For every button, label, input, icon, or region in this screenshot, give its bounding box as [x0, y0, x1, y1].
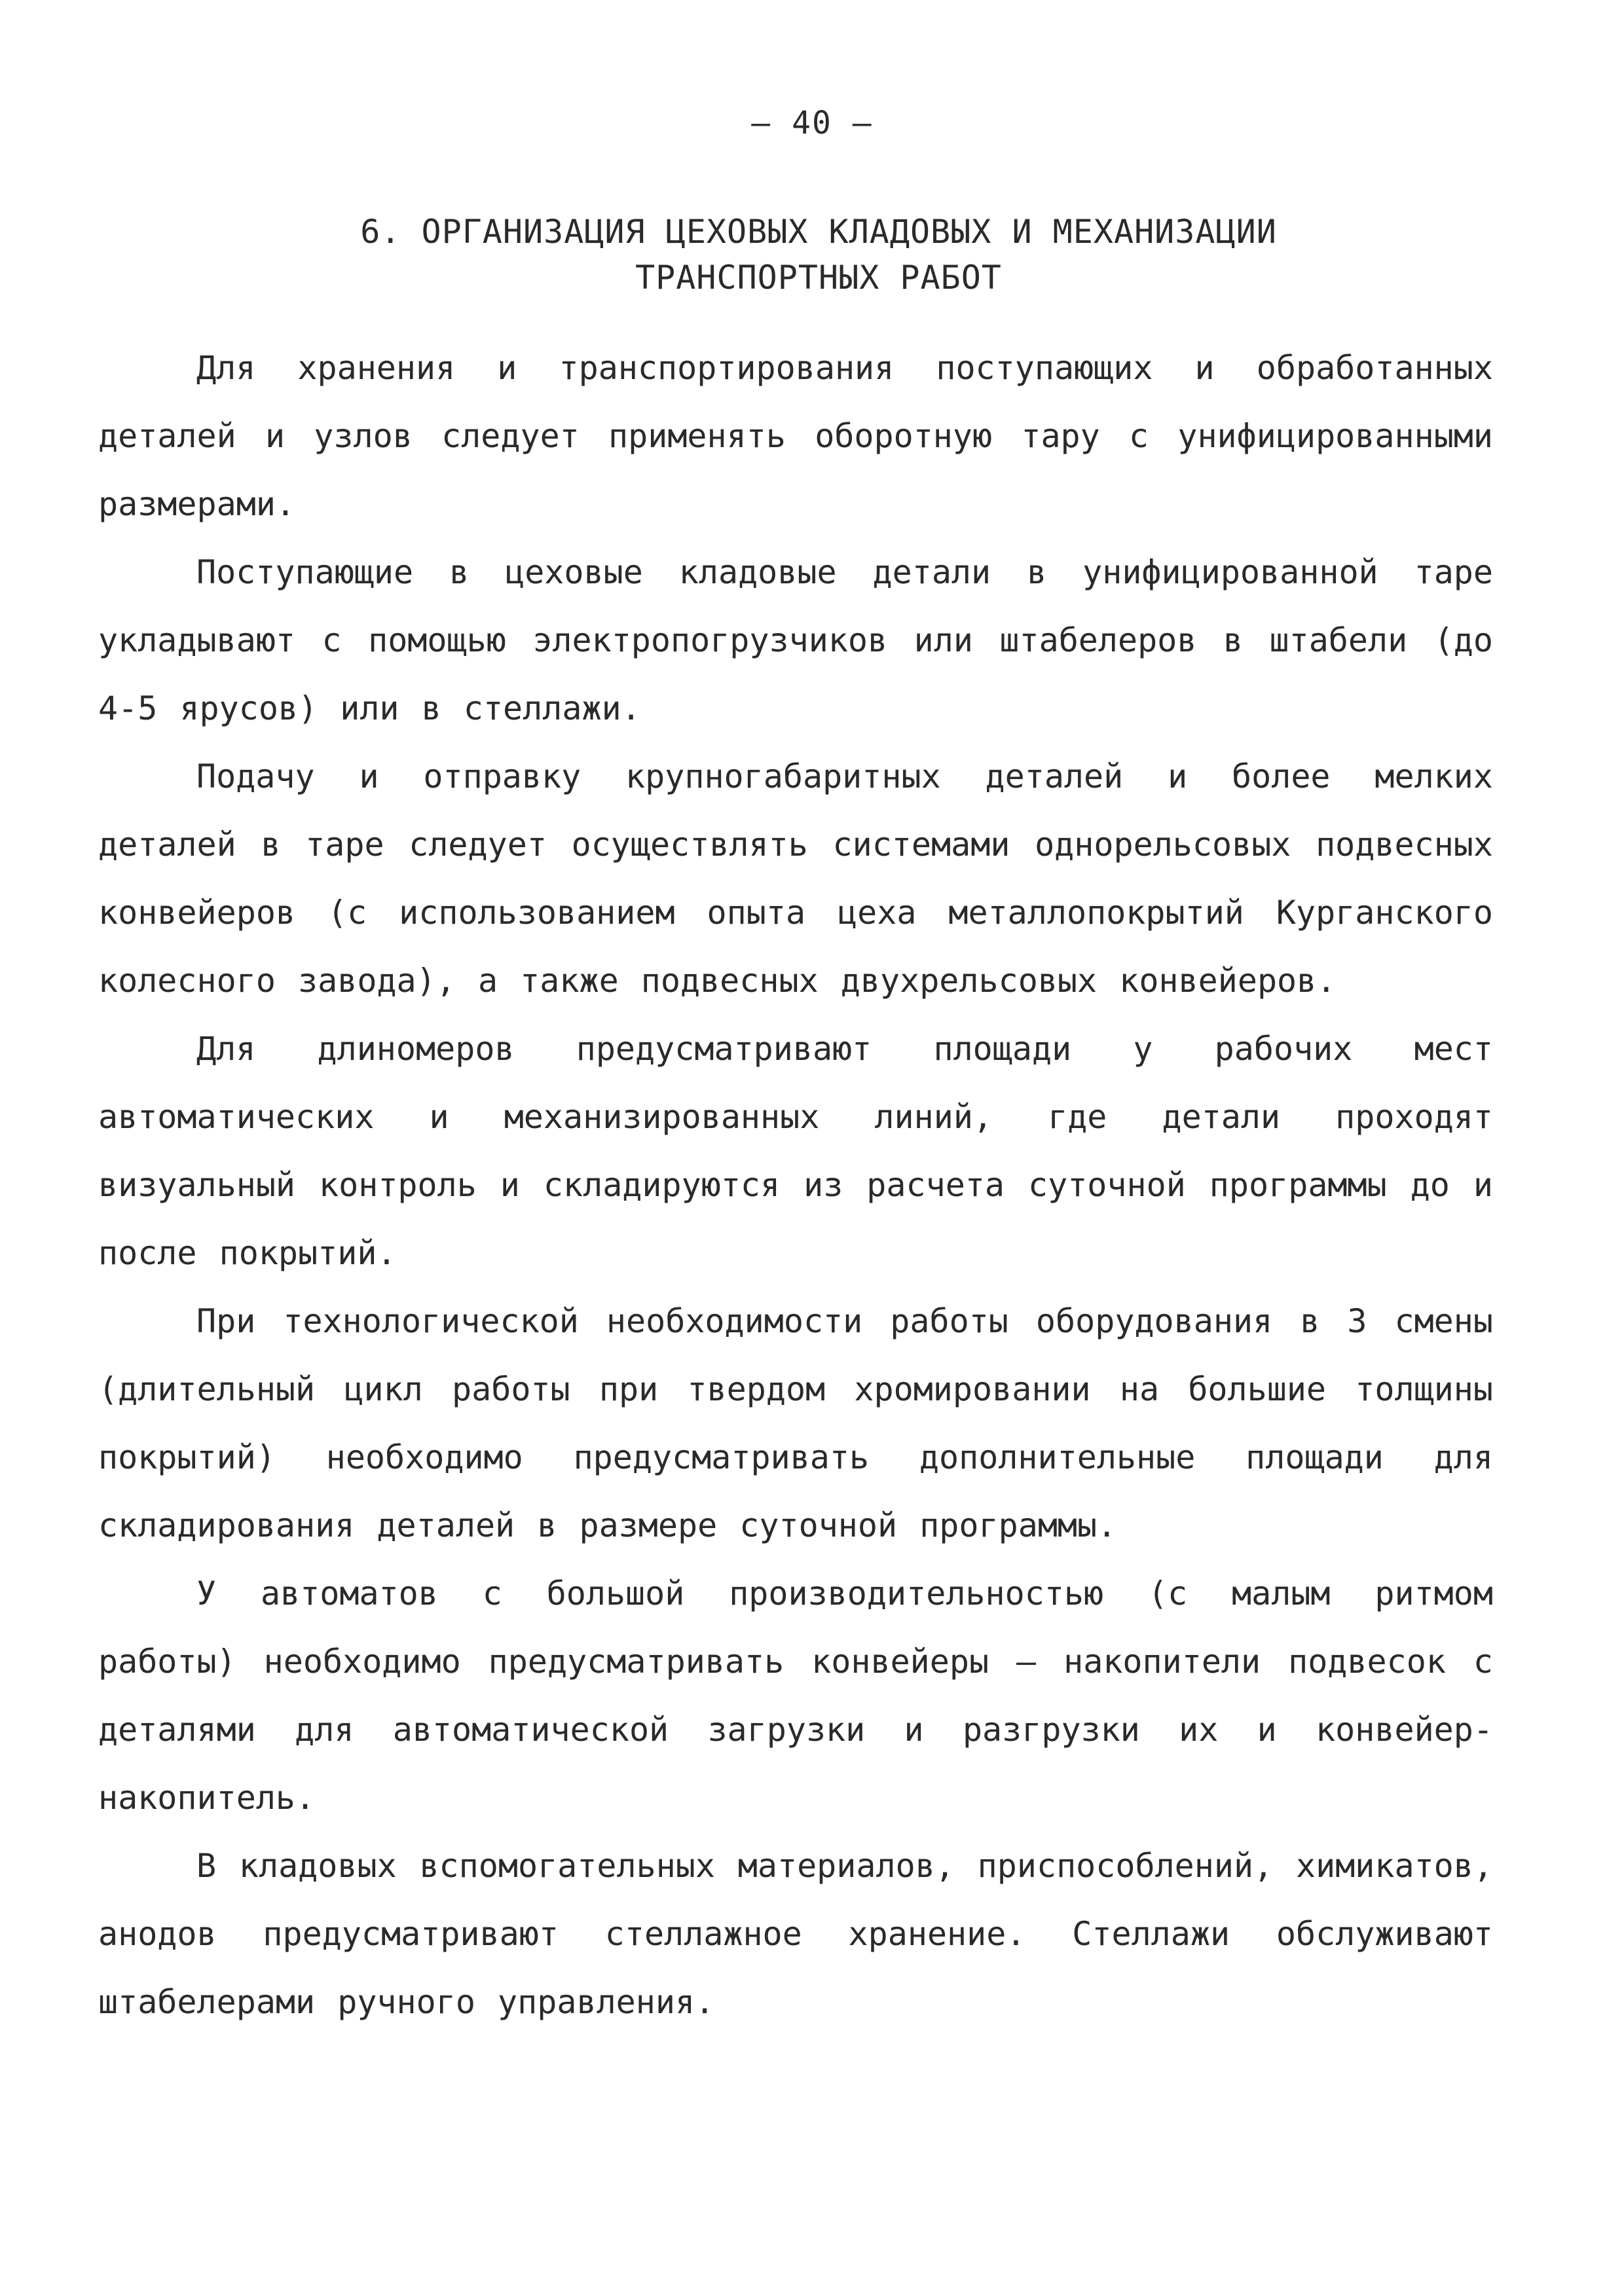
page-number: – 40 – [751, 105, 873, 141]
paragraph: Для длиномеров предусматривают площади у рабочих мест автоматических и механизированных линий, где детали проходят визуальный контроль и складируются из расчета суточной программы до и после покрытий. [98, 1030, 1493, 1272]
section-heading-line-1: 6. ОРГАНИЗАЦИЯ ЦЕХОВЫХ КЛАДОВЫХ И МЕХАНИЗАЦИИ [360, 213, 1277, 251]
paragraph: В кладовых вспомогательных материалов, приспособлений, химикатов, анодов предусматривают стеллажное хранение. Стеллажи обслуживают штабелерами ручного управления. [98, 1847, 1493, 2021]
section-heading-line-2: ТРАНСПОРТНЫХ РАБОТ [635, 259, 1002, 297]
paragraph: При технологической необходимости работы оборудования в 3 смены (длительный цикл работы при твердом хромировании на большие толщины покрытий) необходимо предусматривать дополнительные площади для складирования деталей в размере суточной программы. [98, 1302, 1493, 1544]
paragraph: Поступающие в цеховые кладовые детали в унифицированной таре укладывают с помощью электропогрузчиков или штабелеров в штабели (до 4-5 ярусов) или в стеллажи. [98, 553, 1493, 727]
paragraph: Подачу и отправку крупногабаритных деталей и более мелких деталей в таре следует осуществлять системами однорельсовых подвесных конвейеров (с использованием опыта цеха металлопокрытий Курганского колесного завода), а также подвесных двухрельсовых конвейеров. [98, 757, 1493, 1000]
body-text [98, 334, 1493, 2036]
paragraph: У автоматов с большой производительностью (с малым ритмом работы) необходимо предусматривать конвейеры – накопители подвесок с деталями для автоматической загрузки и разгрузки их и конвейер-накопитель. [98, 1575, 1493, 1817]
paragraph: Для хранения и транспортирования поступающих и обработанных деталей и узлов следует применять оборотную тару с унифицированными размерами. [98, 349, 1493, 523]
